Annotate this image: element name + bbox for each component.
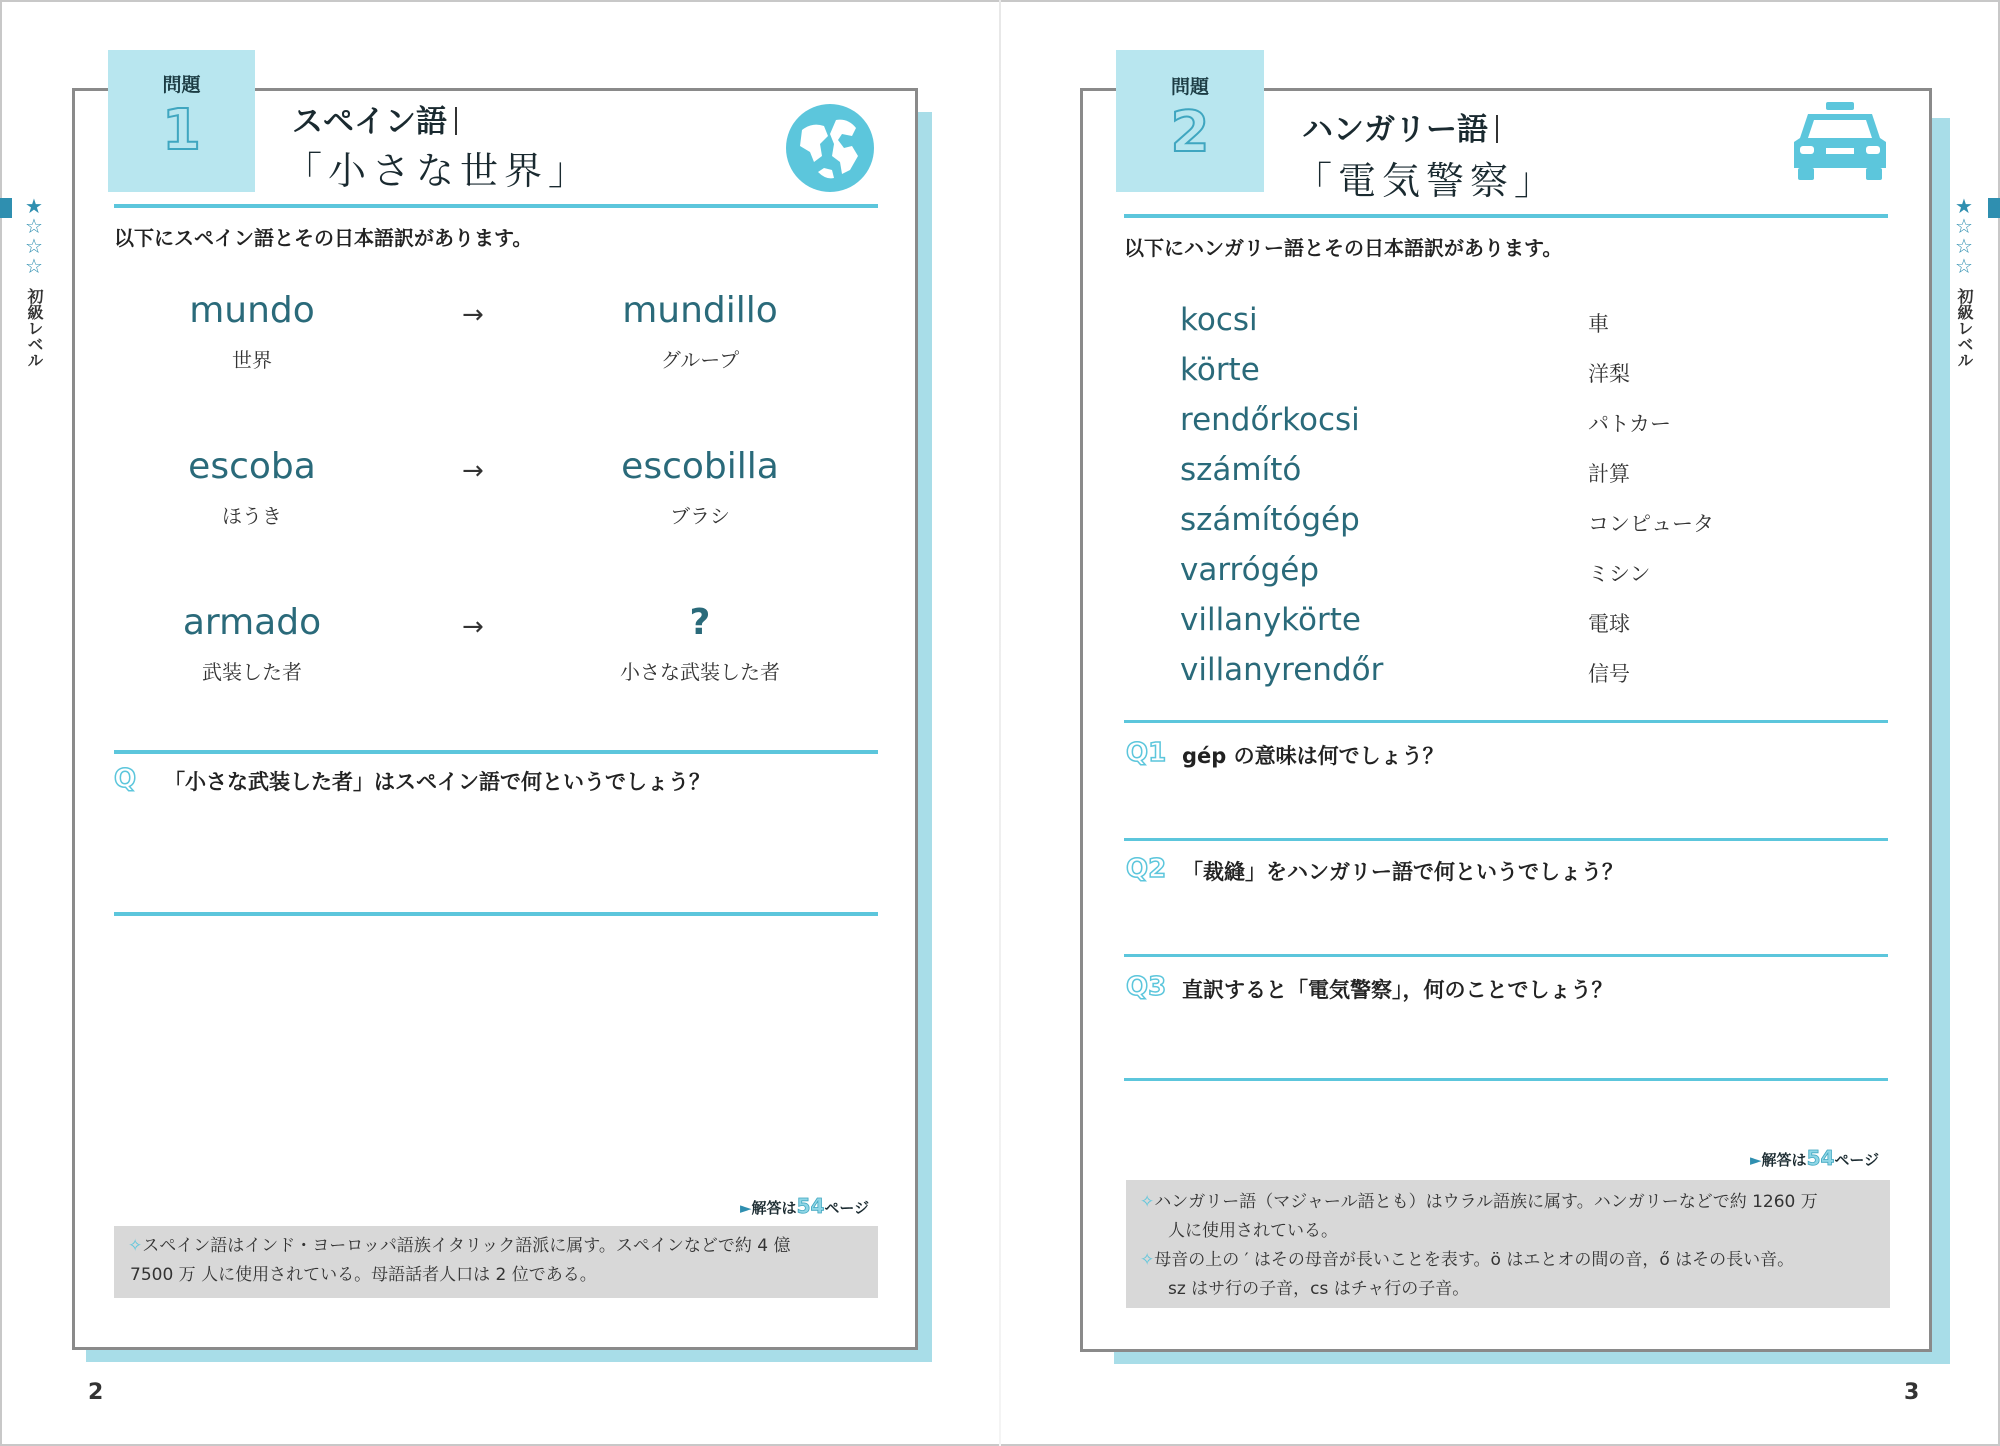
japanese-gloss: 電球: [1588, 612, 1630, 636]
problem-number: 1: [162, 98, 201, 163]
left-side-mark: [0, 198, 12, 218]
japanese-gloss: 車: [1588, 312, 1609, 336]
right-question-text: 「裁縫」をハンガリー語で何というでしょう？: [1182, 860, 1623, 884]
note-line: sz はサ行の子音，cs はチャ行の子音。: [1168, 1279, 1470, 1299]
japanese-gloss: ミシン: [1588, 562, 1651, 586]
source-gloss: ほうき: [222, 504, 282, 528]
right-language-title: [1302, 104, 1498, 149]
triangle-icon: ►: [740, 1199, 752, 1217]
japanese-gloss: 信号: [1588, 662, 1630, 686]
language-name: ハンガリー語: [1302, 112, 1488, 148]
right-title-rule: [1124, 214, 1888, 218]
question-icon: Q1: [1126, 738, 1167, 768]
right-answer-reference: [1750, 1146, 1879, 1170]
globe-icon: [782, 100, 878, 196]
left-question-text: 「小さな武装した者」はスペイン語で何というでしょう？: [164, 770, 710, 794]
arrow-icon: →: [462, 612, 484, 642]
star-icon: ★: [25, 194, 43, 218]
right-question-text: 直訳すると「電気警察」，何のことでしょう？: [1182, 978, 1613, 1002]
problem-number: 2: [1170, 100, 1210, 165]
star-outline-icon: ☆: [25, 234, 43, 258]
left-page-number: 2: [88, 1380, 104, 1405]
left-answer-reference: [740, 1194, 869, 1218]
question-icon: Q: [114, 764, 137, 794]
hungarian-word: kocsi: [1180, 302, 1258, 338]
left-frame: [72, 88, 918, 1350]
title-bar: [455, 107, 457, 135]
answer-page: 54: [796, 1194, 825, 1218]
left-language-title: [292, 96, 457, 141]
tab-label: 問題: [1170, 76, 1209, 98]
result-word: ?: [689, 602, 711, 643]
left-question-rule-bottom: [114, 912, 878, 916]
hungarian-word: villanykörte: [1180, 602, 1361, 638]
diamond-icon: ✧: [1140, 1250, 1155, 1270]
note-line: ✧スペイン語はインド・ヨーロッパ語族イタリック語派に属す。スペインなどで約 4 億: [128, 1236, 791, 1256]
right-problem-tab: [1116, 50, 1264, 192]
left-intro-text: 以下にスペイン語とその日本語訳があります。: [114, 226, 533, 250]
arrow-icon: →: [462, 300, 484, 330]
book-spine: [999, 0, 1001, 1446]
result-gloss: グループ: [660, 348, 740, 372]
right-question-text: gép の意味は何でしょう？: [1182, 744, 1444, 768]
left-level-indicator: [22, 196, 46, 368]
right-question-rule-3: [1124, 1078, 1888, 1081]
source-gloss: 武装した者: [202, 660, 302, 684]
right-question-rule-1: [1124, 838, 1888, 841]
star-outline-icon: ☆: [25, 254, 43, 278]
title-bar: [1496, 115, 1498, 143]
police-car-icon: [1790, 100, 1890, 184]
answer-page: 54: [1806, 1146, 1835, 1170]
star-outline-icon: ☆: [1955, 234, 1973, 258]
left-note-box: [114, 1226, 878, 1298]
diamond-icon: ✧: [128, 1236, 143, 1256]
note-line: ✧母音の上の ′ はその母音が長いことを表す。ö はエとオの間の音，ő はその長い音。: [1140, 1250, 1795, 1270]
star-icon: ★: [1955, 194, 1973, 218]
hungarian-word: villanyrendőr: [1180, 652, 1384, 688]
language-name: スペイン語: [292, 104, 447, 140]
hungarian-word: számító: [1180, 452, 1302, 488]
source-word: escoba: [188, 446, 316, 487]
diamond-icon: ✧: [1140, 1192, 1155, 1212]
right-subtitle: 「電気警察」: [1294, 159, 1559, 203]
hungarian-word: körte: [1180, 352, 1260, 388]
hungarian-word: rendőrkocsi: [1180, 402, 1360, 438]
source-gloss: 世界: [232, 348, 272, 372]
star-outline-icon: ☆: [25, 214, 43, 238]
japanese-gloss: コンピュータ: [1588, 512, 1714, 536]
japanese-gloss: 洋梨: [1588, 362, 1630, 386]
left-title-rule: [114, 204, 878, 208]
right-question-rule-2: [1124, 954, 1888, 957]
star-outline-icon: ☆: [1955, 214, 1973, 238]
note-line: ✧ハンガリー語（マジャール語とも）はウラル語族に属す。ハンガリーなどで約 1260 万: [1140, 1192, 1818, 1212]
right-intro-text: 以下にハンガリー語とその日本語訳があります。: [1124, 236, 1563, 260]
answer-suffix: ページ: [1834, 1151, 1880, 1169]
right-page-number: 3: [1904, 1380, 1920, 1405]
note-line: 人に使用されている。: [1168, 1221, 1338, 1241]
right-level-indicator: [1952, 196, 1976, 368]
hungarian-word: varrógép: [1180, 552, 1320, 588]
note-line: 7500 万 人に使用されている。母語話者人口は 2 位である。: [130, 1265, 597, 1285]
result-word: escobilla: [621, 446, 779, 487]
result-gloss: ブラシ: [670, 504, 730, 528]
japanese-gloss: 計算: [1588, 462, 1630, 486]
question-icon: Q2: [1126, 854, 1167, 884]
tab-label: 問題: [162, 74, 201, 96]
right-note-box: [1126, 1180, 1890, 1308]
right-side-mark: [1988, 198, 2000, 218]
source-word: armado: [182, 602, 322, 643]
question-icon: Q3: [1126, 972, 1167, 1002]
answer-prefix: 解答は: [1761, 1151, 1807, 1169]
left-subtitle: 「小さな世界」: [284, 149, 593, 193]
level-label: 初級レベル: [1955, 288, 1974, 368]
japanese-gloss: パトカー: [1588, 412, 1671, 436]
star-outline-icon: ☆: [1955, 254, 1973, 278]
answer-prefix: 解答は: [751, 1199, 797, 1217]
level-label: 初級レベル: [25, 288, 44, 368]
arrow-icon: →: [462, 456, 484, 486]
result-gloss: 小さな武装した者: [620, 660, 780, 684]
right-question-rule-0: [1124, 720, 1888, 723]
answer-suffix: ページ: [824, 1199, 870, 1217]
hungarian-word: számítógép: [1180, 502, 1360, 538]
result-word: mundillo: [622, 290, 778, 331]
left-problem-tab: [108, 50, 255, 192]
triangle-icon: ►: [1750, 1151, 1762, 1169]
left-question-rule-top: [114, 750, 878, 754]
source-word: mundo: [189, 290, 315, 331]
